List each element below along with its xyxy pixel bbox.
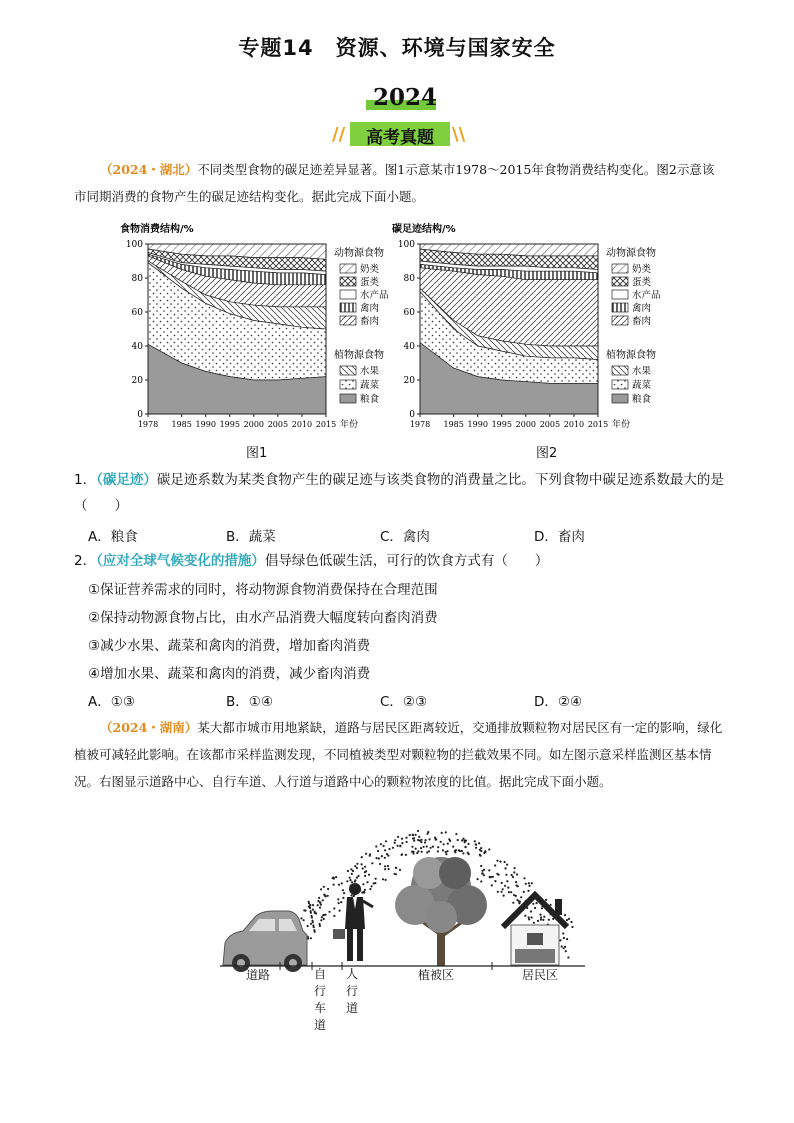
q1-option-b[interactable]: B．蔬菜: [226, 529, 276, 545]
source-tag: （2024・湖北）: [100, 162, 198, 177]
x-tick-label: 2005: [539, 420, 561, 429]
legend-swatch: [340, 303, 356, 312]
legend-group-plant: 植物源食物: [606, 350, 656, 361]
legend-label: 水产品: [360, 290, 389, 301]
q2-item-3: ③减少水果、蔬菜和禽肉的消费，增加畜肉消费: [88, 638, 371, 654]
x-tick-label: 2015: [315, 420, 337, 429]
intro-paragraph-2: [74, 714, 724, 795]
legend-swatch: [340, 380, 356, 389]
legend-label: 奶类: [632, 264, 652, 275]
question-1: [74, 467, 724, 519]
y-tick-label: 100: [397, 240, 415, 250]
y-axis-label: 碳足迹结构/%: [392, 224, 456, 235]
y-tick-label: 40: [403, 342, 415, 352]
banner-text: 高考真题: [366, 128, 434, 148]
x-tick-label: 1990: [195, 420, 216, 429]
question-tag: （碳足迹）: [96, 472, 157, 488]
source-tag: （2024・湖南）: [100, 720, 198, 735]
legend-swatch: [612, 277, 628, 286]
y-tick-label: 60: [131, 308, 143, 318]
monitoring-scene-illustration: [215, 825, 590, 1035]
question-number: 2．: [74, 553, 97, 569]
question-number: 1．: [74, 472, 97, 488]
x-tick-label: 1995: [491, 420, 512, 429]
legend-label: 蛋类: [360, 277, 380, 288]
legend-label: 水果: [360, 366, 380, 377]
legend-swatch: [612, 316, 628, 325]
x-tick-label: 1978: [409, 420, 431, 429]
zone-label-vegetation: 植被区: [418, 968, 455, 982]
q2-option-b[interactable]: B．①④: [226, 694, 273, 710]
intro-paragraph-1: [74, 156, 724, 210]
q1-option-d[interactable]: D．畜肉: [534, 529, 585, 545]
q2-option-d[interactable]: D．②④: [534, 694, 583, 710]
y-axis-label: 食物消费结构/%: [120, 224, 194, 235]
legend-label: 蛋类: [632, 277, 652, 288]
y-tick-label: 20: [403, 376, 415, 386]
intro-text: 某大都市城市用地紧缺，道路与居民区距离较近，交通排放颗粒物对居民区有一定的影响，绿化植被可减轻此影响。在该都市采样监测发现，不同植被类型对颗粒物的拦截效果不同。如左图示意采样监测区基本情况。右图显示道路中心、自行车道、人行道与道路中心的颗粒物浓度的比值。据此完成下面小题。: [74, 720, 723, 789]
y-tick-label: 0: [137, 410, 143, 420]
legend-label: 奶类: [360, 264, 380, 275]
legend-group-animal: 动物源食物: [606, 248, 656, 259]
legend-label: 粮食: [632, 394, 652, 405]
y-tick-label: 20: [131, 376, 143, 386]
q2-item-2: ②保持动物源食物占比，由水产品消费大幅度转向畜肉消费: [88, 610, 438, 626]
legend-label: 禽肉: [360, 303, 380, 314]
pedestrian-icon: [333, 883, 373, 961]
figure-2-caption: 图2: [536, 446, 558, 461]
question-text: 碳足迹系数为某类食物产生的碳足迹与该类食物的消费量之比。下列食物中碳足迹系数最大的是（ ）: [74, 472, 724, 514]
legend-label: 蔬菜: [360, 380, 380, 391]
question-tag: （应对全球气候变化的措施）: [96, 553, 265, 569]
car-icon: [223, 911, 307, 972]
x-tick-label: 1995: [219, 420, 240, 429]
zone-label-road: 道路: [246, 968, 271, 982]
year-heading: [360, 82, 450, 118]
q2-item-1: ①保证营养需求的同时，将动物源食物消费保持在合理范围: [88, 582, 438, 598]
q2-item-4: ④增加水果、蔬菜和禽肉的消费，减少畜肉消费: [88, 666, 371, 682]
x-tick-label: 2010: [291, 420, 313, 429]
question-text: 倡导绿色低碳生活，可行的饮食方式有（ ）: [264, 553, 549, 569]
legend-label: 畜肉: [632, 316, 652, 327]
y-tick-label: 80: [403, 274, 415, 284]
figure-1-caption: 图1: [246, 446, 268, 461]
x-tick-label: 2000: [515, 420, 537, 429]
chart-figure-2: [392, 218, 692, 438]
x-tick-label: 1978: [137, 420, 159, 429]
slash-right: \\: [452, 124, 466, 145]
question-2: [74, 548, 724, 574]
legend-swatch: [340, 366, 356, 375]
legend-swatch: [612, 366, 628, 375]
x-tick-label: 1990: [467, 420, 488, 429]
legend-swatch: [340, 264, 356, 273]
zone-label-residential: 居民区: [522, 968, 559, 982]
y-tick-label: 60: [403, 308, 415, 318]
y-tick-label: 100: [125, 240, 143, 250]
x-tick-label: 2015: [587, 420, 609, 429]
legend-swatch: [340, 394, 356, 403]
legend-label: 蔬菜: [632, 380, 652, 391]
legend-swatch: [612, 380, 628, 389]
legend-swatch: [340, 316, 356, 325]
legend-label: 水产品: [632, 290, 661, 301]
zone-label-sidewalk: 人行道: [346, 967, 359, 1015]
legend-group-animal: 动物源食物: [334, 248, 384, 259]
legend-swatch: [612, 290, 628, 299]
legend-swatch: [612, 394, 628, 403]
year-text: 2024: [372, 84, 437, 111]
x-axis-label: 年份: [612, 420, 631, 430]
x-tick-label: 2005: [267, 420, 289, 429]
x-tick-label: 2000: [243, 420, 265, 429]
q1-option-a[interactable]: A．粮食: [88, 529, 138, 545]
x-axis-label: 年份: [340, 420, 359, 430]
legend-label: 水果: [632, 366, 652, 377]
intro-text: 不同类型食物的碳足迹差异显著。图1示意某市1978～2015年食物消费结构变化。图2示意该市同期消费的食物产生的碳足迹结构变化。据此完成下面小题。: [74, 162, 715, 204]
section-banner: [330, 120, 470, 148]
q1-option-c[interactable]: C．禽肉: [380, 529, 430, 545]
y-tick-label: 40: [131, 342, 143, 352]
y-tick-label: 0: [409, 410, 415, 420]
legend-swatch: [340, 277, 356, 286]
x-tick-label: 1985: [171, 420, 192, 429]
zone-label-bike-lane: 自行车道: [314, 967, 327, 1032]
x-tick-label: 1985: [443, 420, 464, 429]
legend-swatch: [340, 290, 356, 299]
slash-left: //: [332, 124, 346, 145]
chart-figure-1: [120, 218, 420, 438]
q2-option-c[interactable]: C．②③: [380, 694, 428, 710]
tree-icon: [395, 857, 487, 966]
x-tick-label: 2010: [563, 420, 585, 429]
q2-option-a[interactable]: A．①③: [88, 694, 135, 710]
legend-label: 粮食: [360, 394, 380, 405]
legend-group-plant: 植物源食物: [334, 350, 384, 361]
house-icon: [503, 895, 567, 965]
legend-swatch: [612, 303, 628, 312]
legend-label: 禽肉: [632, 303, 652, 314]
legend-label: 畜肉: [360, 316, 380, 327]
legend-swatch: [612, 264, 628, 273]
page-title: 专题14 资源、环境与国家安全: [238, 36, 556, 60]
y-tick-label: 80: [131, 274, 143, 284]
